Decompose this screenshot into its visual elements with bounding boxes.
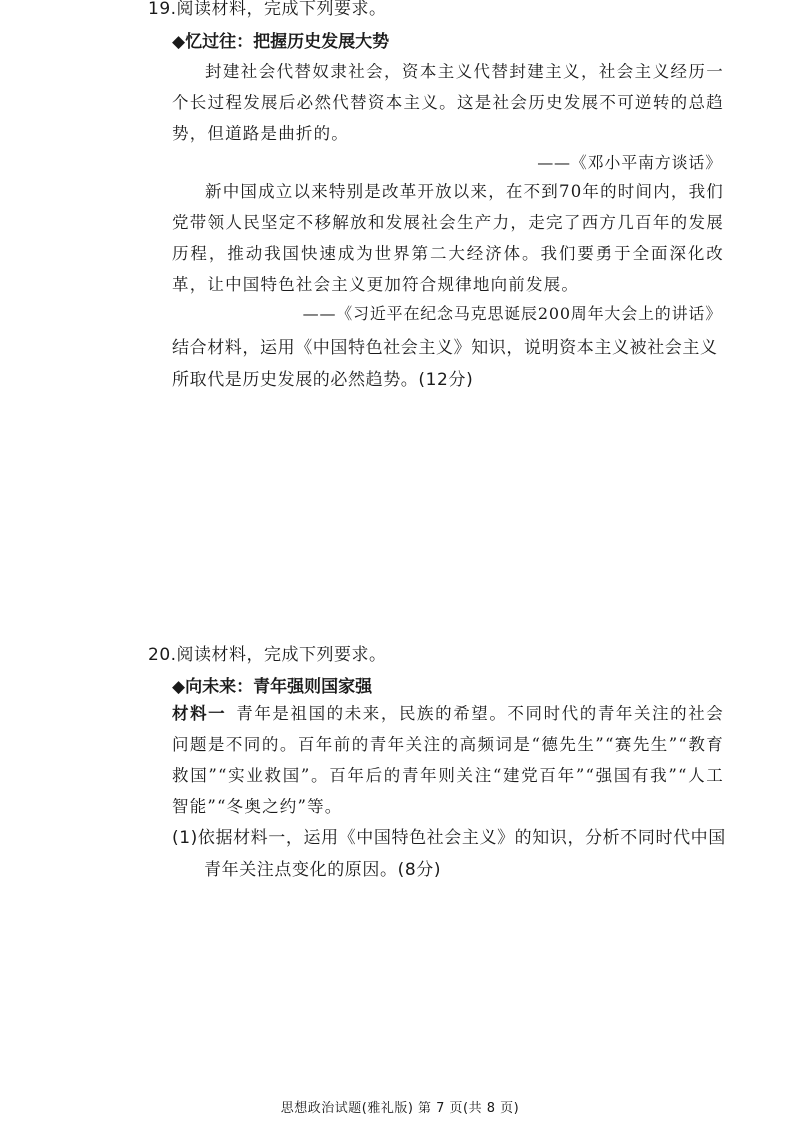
question-19-material-paragraph-1: 封建社会代替奴隶社会，资本主义代替封建主义，社会主义经历一个长过程发展后必然代替资本主义。这是社会历史发展不可逆转的总趋势，但道路是曲折的。	[172, 62, 724, 143]
question-19-section-title: ◆忆过往：把握历史发展大势	[172, 32, 390, 52]
question-19-heading: 19.阅读材料，完成下列要求。	[148, 0, 387, 19]
question-20-subquestion-1	[172, 822, 732, 886]
question-19-material-paragraph-2: 新中国成立以来特别是改革开放以来，在不到70年的时间内，我们党带领人民坚定不移解放和发展社会生产力，走完了西方几百年的发展历程，推动我国快速成为世界第二大经济体。我们要勇于全面深化改革，让中国特色社会主义更加符合规律地向前发展。	[172, 182, 724, 294]
question-20-section-title: ◆向未来：青年强则国家强	[172, 677, 373, 697]
subquestion-1-line-2: 青年关注点变化的原因。(8分)	[204, 860, 442, 880]
question-19-task: 结合材料，运用《中国特色社会主义》知识，说明资本主义被社会主义所取代是历史发展的必然趋势。(12分)	[172, 338, 718, 390]
page-footer: 思想政治试题(雅礼版) 第 7 页(共 8 页)	[280, 1101, 520, 1116]
question-19-source-1: ——《邓小平南方谈话》	[537, 153, 722, 172]
material-1-text: 青年是祖国的未来，民族的希望。不同时代的青年关注的社会问题是不同的。百年前的青年关注的高频词是“德先生”“赛先生”“教育救国”“实业救国”。百年后的青年则关注“建党百年”“强国有我”“人工智能”“冬奥之约”等。	[172, 704, 724, 816]
question-20-material-1	[172, 698, 724, 822]
material-1-label: 材料一	[172, 704, 227, 723]
question-19-source-2: ——《习近平在纪念马克思诞辰200周年大会上的讲话》	[302, 304, 722, 323]
subquestion-1-line-1: (1)依据材料一，运用《中国特色社会主义》的知识，分析不同时代中国	[172, 828, 726, 848]
question-20-heading: 20.阅读材料，完成下列要求。	[148, 645, 387, 665]
